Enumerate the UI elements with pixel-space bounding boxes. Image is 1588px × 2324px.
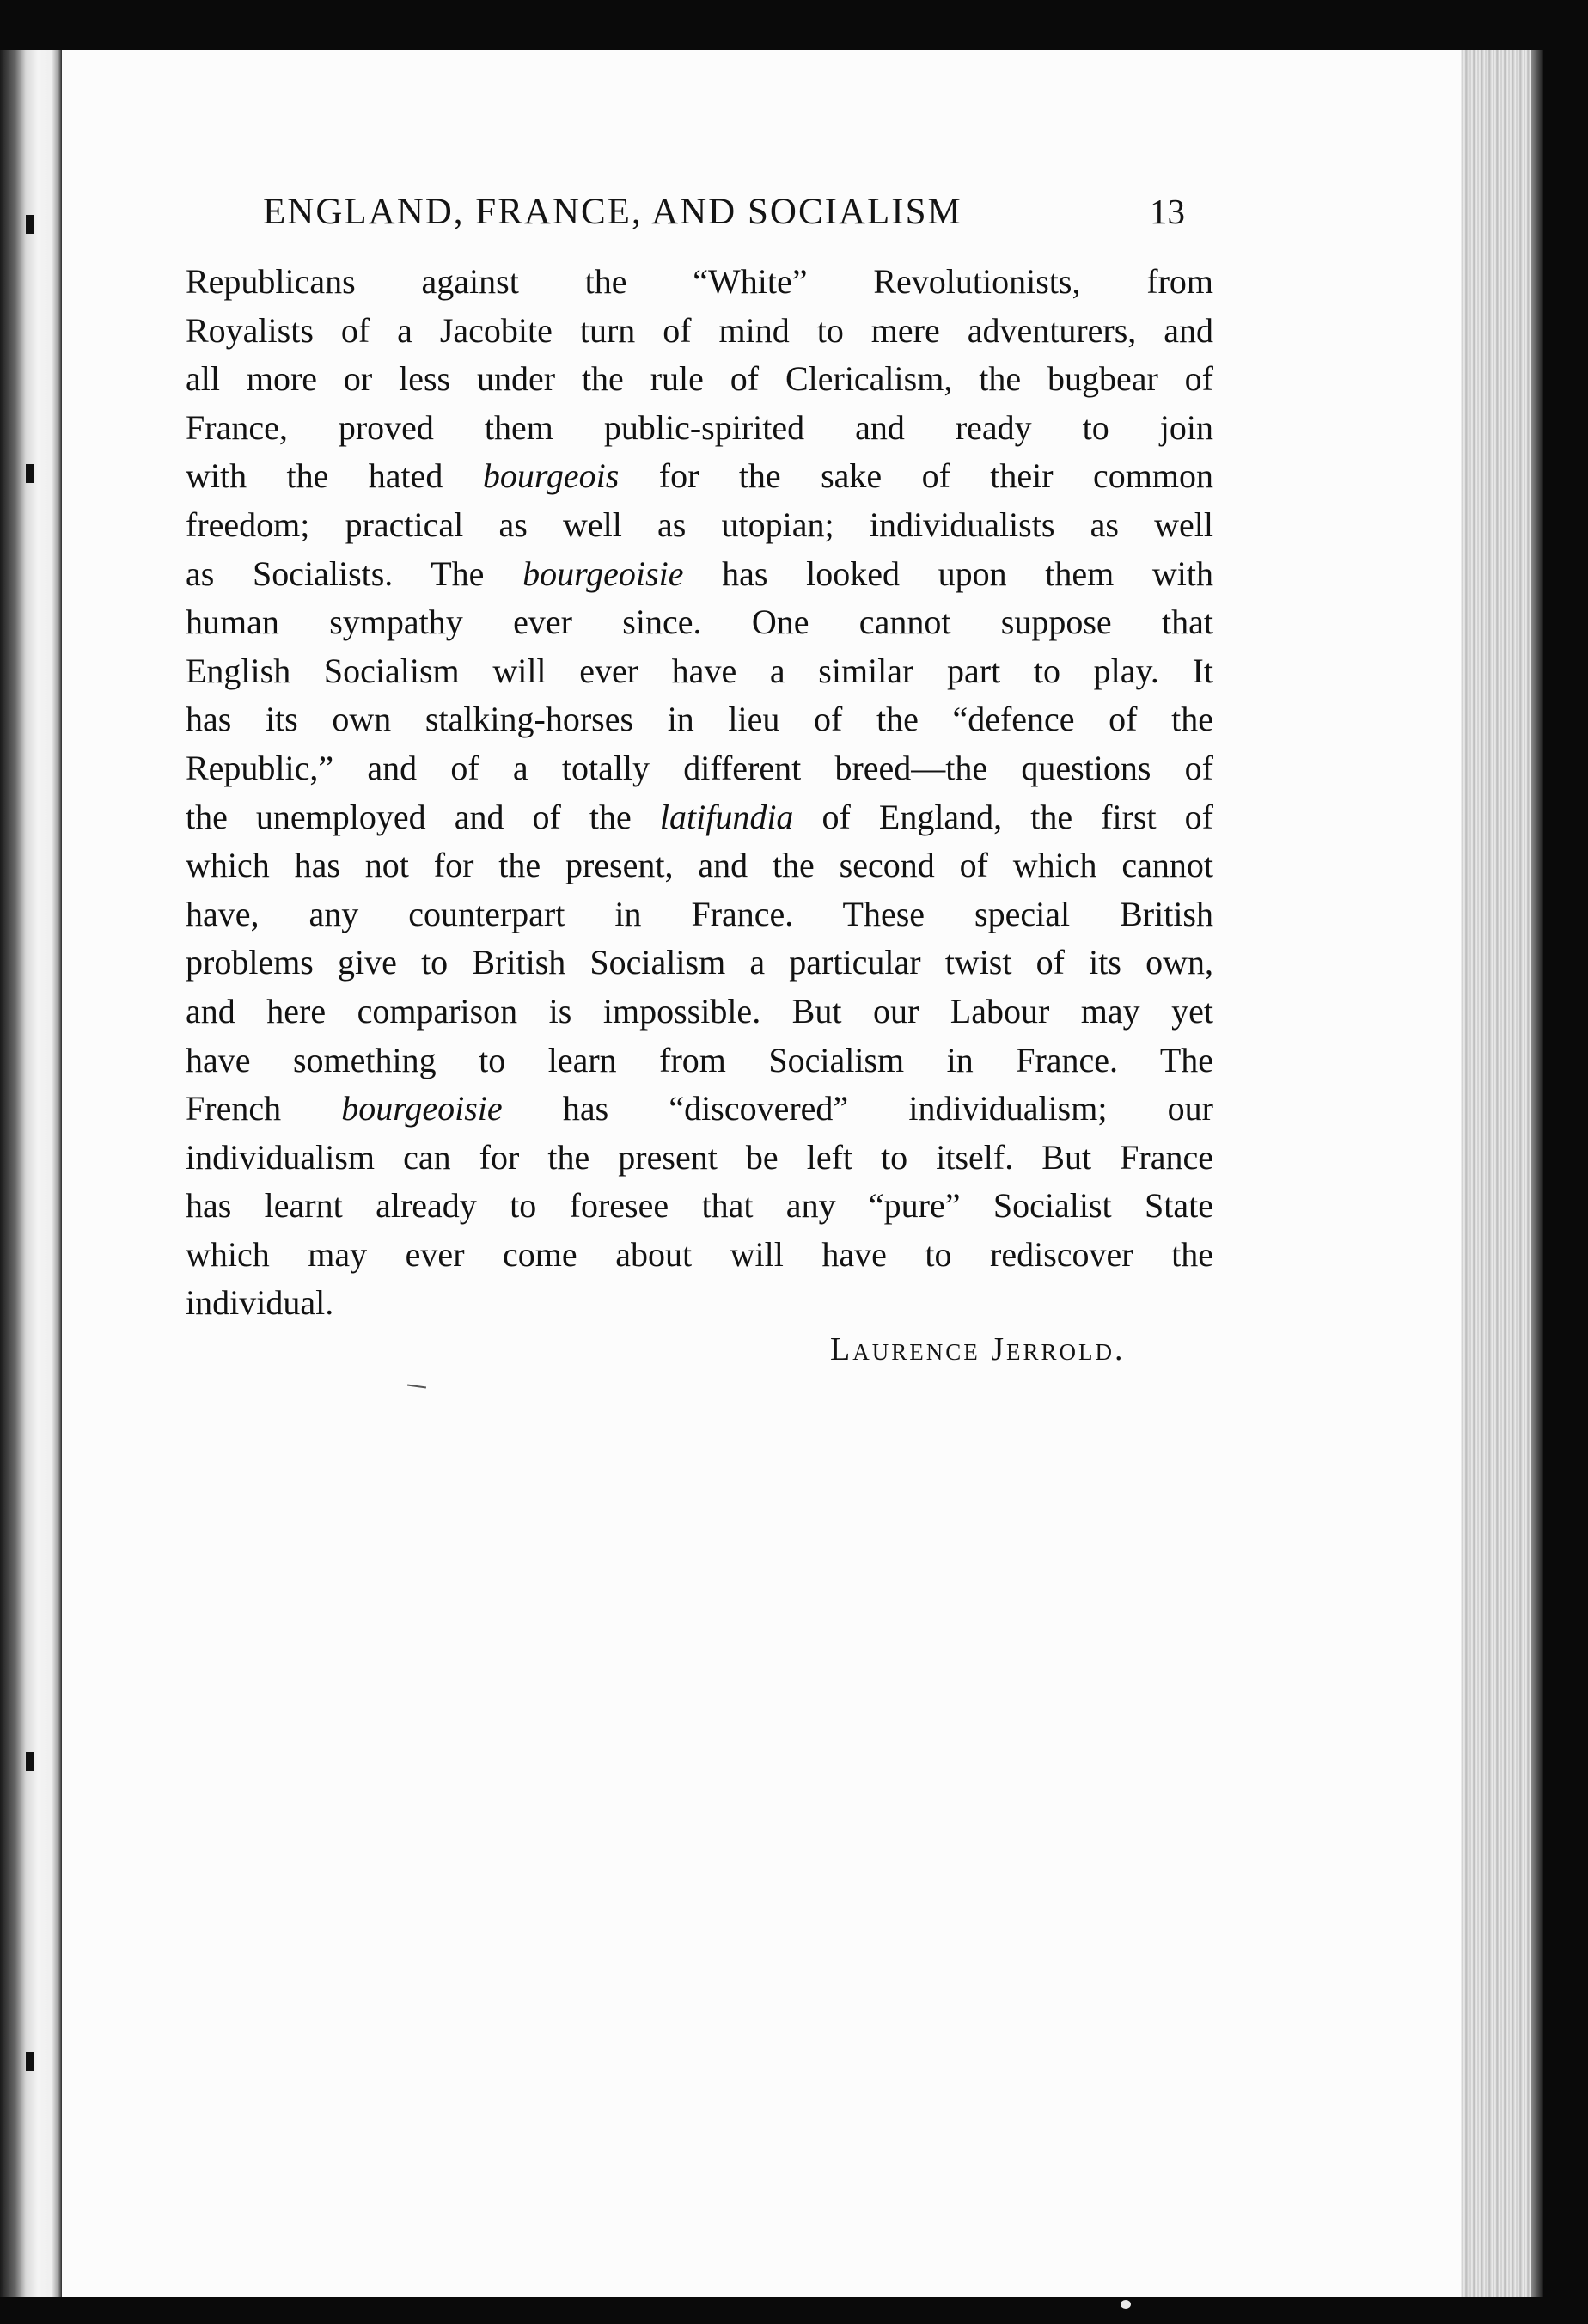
text-line: which has not for the present, and the second of which cannot xyxy=(186,846,1213,885)
edge-notch xyxy=(26,1752,34,1771)
text-line: as Socialists. The bourgeoisie has looked upon them with xyxy=(186,553,1214,593)
text-line: and here comparison is impossible. But our Labour may yet xyxy=(186,991,1213,1031)
scan-artifact xyxy=(1121,2300,1131,2309)
text-line: Republic,” and of a totally different breed—the questions of xyxy=(186,748,1213,787)
running-head-title: ENGLAND, FRANCE, AND SOCIALISM xyxy=(263,192,962,232)
text-line: individualism can for the present be left to itself. But France xyxy=(186,1137,1213,1177)
edge-notch xyxy=(26,2052,34,2071)
edge-notch xyxy=(26,464,34,483)
author-signature: Laurence Jerrold. xyxy=(830,1331,1126,1367)
text-line: with the hated bourgeois for the sake of their common xyxy=(186,456,1214,496)
left-page-edge xyxy=(0,50,62,2297)
text-line: Republicans against the “White” Revolutionists, from xyxy=(186,262,1213,301)
text-line: which may ever come about will have to rediscover the xyxy=(186,1234,1213,1274)
text-line: the unemployed and of the latifundia of England, the first of xyxy=(186,797,1213,836)
text-line: individual. xyxy=(186,1283,334,1323)
text-line: have something to learn from Socialism in France. The xyxy=(186,1040,1213,1079)
page-number: 13 xyxy=(1150,192,1185,231)
text-line: problems give to British Socialism a particular twist of its own, xyxy=(186,943,1213,982)
text-line: has learnt already to foresee that any “pure” Socialist State xyxy=(186,1186,1213,1226)
body-paragraph xyxy=(186,258,1213,1328)
stacked-page-edges xyxy=(1461,50,1531,2297)
text-line: freedom; practical as well as utopian; individualists as well xyxy=(186,505,1213,544)
text-line: all more or less under the rule of Clericalism, the bugbear of xyxy=(186,359,1213,399)
text-line: Royalists of a Jacobite turn of mind to mere adventurers, and xyxy=(186,310,1213,350)
text-line: English Socialism will ever have a similar part to play. It xyxy=(186,651,1213,690)
text-line: France, proved them public-spirited and ready to join xyxy=(186,407,1213,447)
text-line: human sympathy ever since. One cannot suppose that xyxy=(186,602,1213,642)
text-line: French bourgeoisie has “discovered” individualism; our xyxy=(186,1089,1213,1128)
text-line: have, any counterpart in France. These special British xyxy=(186,894,1213,933)
text-line: has its own stalking-horses in lieu of the “defence of the xyxy=(186,700,1213,739)
edge-notch xyxy=(26,215,34,234)
